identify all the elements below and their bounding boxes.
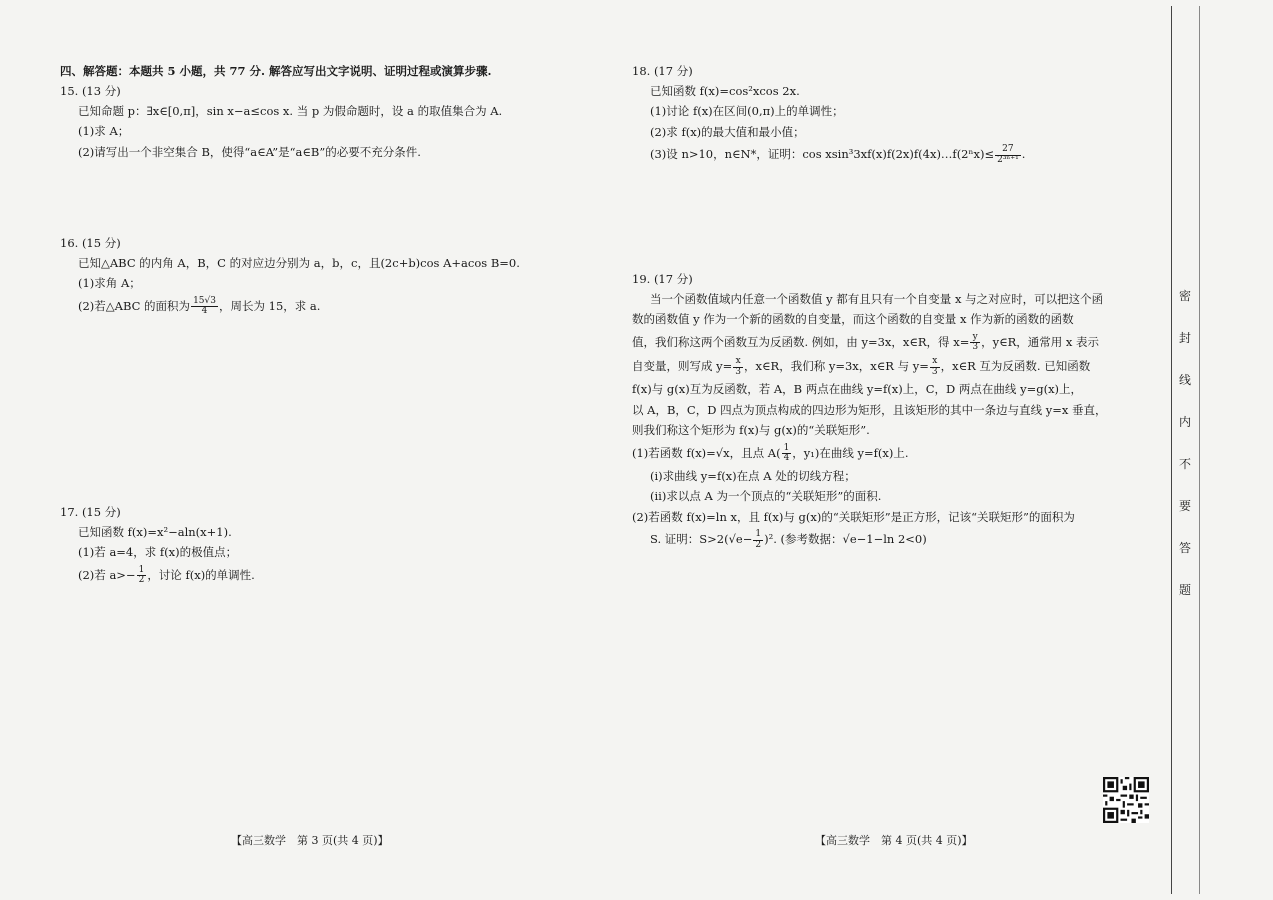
q17-stem: 已知函数 f(x)=x²−aln(x+1). <box>78 524 232 539</box>
section-heading: 四、解答题：本题共 5 小题，共 77 分. 解答应写出文字说明、证明过程或演算步骤. <box>60 64 492 78</box>
qr-code-icon <box>1103 777 1149 823</box>
q19-para1: 当一个函数值域内任意一个函数值 y 都有且只有一个自变量 x 与之对应时，可以把这个函 <box>650 291 1104 306</box>
q19-part2-line2 <box>632 530 1107 550</box>
binding-char: 线 <box>1178 373 1191 387</box>
q16-part2-post: ，周长为 15，求 a. <box>218 298 321 313</box>
q17-part2-post: ，讨论 f(x)的单调性. <box>147 567 255 582</box>
binding-char: 题 <box>1178 583 1191 597</box>
q16-fraction <box>191 297 218 317</box>
q15-part2: (2)请写出一个非空集合 B，使得“a∈A”是“a∈B”的必要不充分条件. <box>78 144 421 159</box>
q15-title: 15. (13 分) <box>60 84 121 98</box>
q16-stem: 已知△ABC 的内角 A，B，C 的对应边分别为 a，b，c，且(2c+b)cos A+acos B=0. <box>78 255 520 270</box>
q19-para5: f(x)与 g(x)互为反函数，若 A，B 两点在曲线 y=f(x)上，C，D 两点在曲线 y=g(x)上， <box>632 382 1083 397</box>
binding-char: 要 <box>1178 499 1191 513</box>
q19-para3-pre: 值，我们称这两个函数互为反函数. 例如，由 y=3x，x∈R，得 x= <box>632 334 970 349</box>
binding-line <box>1171 6 1172 894</box>
q18-part2: (2)求 f(x)的最大值和最小值； <box>650 124 805 139</box>
q19-part2-fraction <box>753 530 763 550</box>
q19-para4-post: ，x∈R 互为反函数. 已知函数 <box>940 359 1091 374</box>
q19-para4-fraction <box>733 357 743 377</box>
binding-text <box>1177 288 1193 624</box>
q19-para4-frac-num: x <box>733 357 743 367</box>
q19-para6: 以 A，B，C，D 四点为顶点构成的四边形为矩形，且该矩形的其中一条边与直线 y=x 垂直， <box>632 402 1107 417</box>
q18-title: 18. (17 分) <box>632 64 693 78</box>
q18-frac-num: 27 <box>995 145 1021 155</box>
q19-part1-post: ，y₁)在曲线 y=f(x)上. <box>792 445 909 460</box>
q19-para4-mid: ，x∈R，我们称 y=3x，x∈R 与 y= <box>744 359 929 374</box>
q16-part2-pre: (2)若△ABC 的面积为 <box>78 298 191 313</box>
q16-part2 <box>60 297 520 317</box>
q17-part2 <box>60 566 255 586</box>
q19-part1-frac-num: 1 <box>783 442 790 453</box>
q17-frac-den: 2 <box>138 574 145 585</box>
q19-para3-frac-den: 3 <box>972 341 979 352</box>
q16-part1: (1)求角 A； <box>78 276 141 291</box>
q19-para7: 则我们称这个矩形为 f(x)与 g(x)的“关联矩形”. <box>632 423 870 438</box>
q19-part1 <box>632 444 1107 464</box>
q19-part2-line1: (2)若函数 f(x)=ln x，且 f(x)与 g(x)的“关联矩形”是正方形，记该“关联矩形”的面积为 <box>632 509 1075 524</box>
q15-part1: (1)求 A； <box>78 124 130 139</box>
q17-part2-pre: (2)若 a>− <box>78 567 136 582</box>
binding-char: 不 <box>1178 457 1191 471</box>
q19-part2-frac-den: 2 <box>755 539 762 550</box>
q19-para4 <box>632 357 1107 377</box>
q19-part1-pre: (1)若函数 f(x)=√x，且点 A( <box>632 445 781 460</box>
q18-fraction <box>995 145 1021 165</box>
footer-left: 【高三数学 第 3 页(共 4 页)】 <box>231 834 389 847</box>
q17-frac-num: 1 <box>138 564 145 575</box>
q19-para3-frac-num: y <box>970 333 980 343</box>
q19-para3-post: ，y∈R，通常用 x 表示 <box>981 334 1100 349</box>
q19-para4-frac2-den: 3 <box>931 366 938 377</box>
binding-char: 内 <box>1178 415 1191 429</box>
q19-para3-fraction <box>970 333 980 353</box>
question-17 <box>60 505 255 590</box>
q17-title: 17. (15 分) <box>60 505 121 519</box>
q18-part1: (1)讨论 f(x)在区间(0,π)上的单调性； <box>650 104 844 119</box>
q18-part3-pre: (3)设 n>10，n∈N*，证明：cos xsin³3xf(x)f(2x)f(4x)…f(2ⁿx)≤ <box>650 147 995 161</box>
q18-part3 <box>632 145 1025 165</box>
q19-part2-pre: S. 证明：S>2(√e− <box>650 532 753 547</box>
binding-char: 封 <box>1178 331 1191 345</box>
q19-para4-fraction2 <box>930 357 940 377</box>
binding-char: 密 <box>1178 289 1191 303</box>
question-19 <box>632 272 1107 555</box>
q18-frac-den: 2³ⁿ⁺¹ <box>997 154 1019 165</box>
footer-right: 【高三数学 第 4 页(共 4 页)】 <box>815 834 973 847</box>
q19-part2-post: )². (参考数据：√e−1−ln 2<0) <box>764 532 927 547</box>
q18-stem: 已知函数 f(x)=cos²xcos 2x. <box>650 83 800 98</box>
q19-para4-pre: 自变量，则写成 y= <box>632 359 733 374</box>
q19-para3 <box>632 333 1107 353</box>
q15-stem: 已知命题 p：∃x∈[0,π]，sin x−a≤cos x. 当 p 为假命题时，设 a 的取值集合为 A. <box>78 103 503 118</box>
q19-para2: 数的函数值 y 作为一个新的函数的自变量，而这个函数的自变量 x 作为新的函数的函数 <box>632 312 1074 327</box>
q19-part1-i: (ⅰ)求曲线 y=f(x)在点 A 处的切线方程； <box>650 468 856 483</box>
q16-frac-num: 15√3 <box>193 295 216 306</box>
q19-title: 19. (17 分) <box>632 272 693 286</box>
question-18 <box>632 64 1025 170</box>
q18-part3-post: . <box>1021 147 1026 161</box>
q17-part1: (1)若 a=4，求 f(x)的极值点； <box>78 545 238 560</box>
question-15 <box>60 84 502 165</box>
question-16 <box>60 236 520 321</box>
q19-part2-frac-num: 1 <box>755 529 762 540</box>
binding-line-outer <box>1199 6 1200 894</box>
q19-para4-frac2-num: x <box>930 357 940 367</box>
q19-para4-frac-den: 3 <box>735 366 742 377</box>
binding-char: 答 <box>1178 541 1191 555</box>
q19-part1-ii: (ⅱ)求以点 A 为一个顶点的“关联矩形”的面积. <box>650 489 882 504</box>
q16-title: 16. (15 分) <box>60 236 121 250</box>
q16-frac-den: 4 <box>201 305 208 316</box>
q19-part1-frac-den: 4 <box>783 453 790 464</box>
q19-part1-fraction <box>782 444 792 464</box>
q17-fraction <box>137 566 147 586</box>
